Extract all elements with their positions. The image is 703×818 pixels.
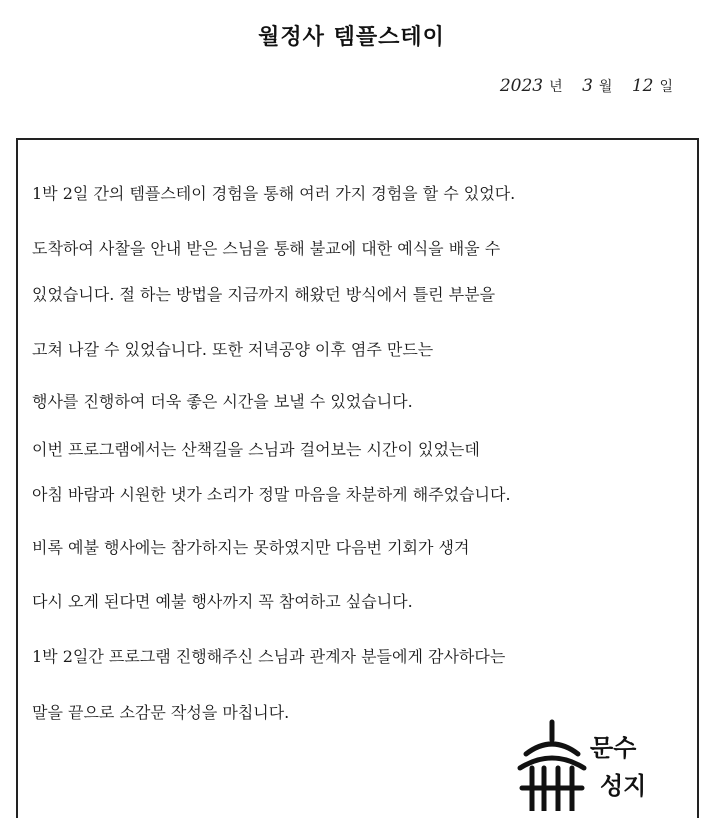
essay-line-2: 도착하여 사찰을 안내 받은 스님을 통해 불교에 대한 예식을 배울 수 [32, 239, 501, 258]
date-month-unit: 월 [598, 79, 613, 95]
essay-line-1: 1박 2일 간의 템플스테이 경험을 통해 여러 가지 경험을 할 수 있었다. [32, 184, 516, 203]
temple-stamp-icon [512, 718, 592, 811]
essay-line-11: 말을 끝으로 소감문 작성을 마칩니다. [32, 703, 290, 722]
essay-line-5: 행사를 진행하여 더욱 좋은 시간을 보낼 수 있었습니다. [32, 392, 413, 411]
essay-line-3: 있었습니다. 절 하는 방법을 지금까지 해왔던 방식에서 틀린 부분을 [32, 285, 496, 304]
date-day-unit: 일 [659, 79, 673, 95]
essay-line-6: 이번 프로그램에서는 산책길을 스님과 걸어보는 시간이 있었는데 [32, 440, 480, 459]
document-date [500, 76, 673, 96]
signature-line-2: 성지 [600, 771, 647, 800]
signature-line-1: 문수 [590, 733, 637, 762]
essay-line-10: 1박 2일간 프로그램 진행해주신 스님과 관계자 분들에게 감사하다는 [32, 647, 506, 666]
essay-line-9: 다시 오게 된다면 예불 행사까지 꼭 참여하고 싶습니다. [32, 592, 413, 611]
essay-line-8: 비록 예불 행사에는 참가하지는 못하였지만 다음번 기회가 생겨 [32, 538, 470, 557]
signature-stamp [512, 718, 682, 811]
essay-line-7: 아침 바람과 시원한 냇가 소리가 정말 마음을 차분하게 해주었습니다. [32, 485, 511, 504]
document-title: 월정사 템플스테이 [258, 25, 445, 50]
date-day: 12 [631, 76, 654, 96]
date-month: 3 [582, 76, 593, 96]
date-year-unit: 년 [549, 79, 563, 95]
essay-line-4: 고쳐 나갈 수 있었습니다. 또한 저녁공양 이후 염주 만드는 [32, 340, 434, 359]
date-year: 2023 [499, 76, 544, 96]
